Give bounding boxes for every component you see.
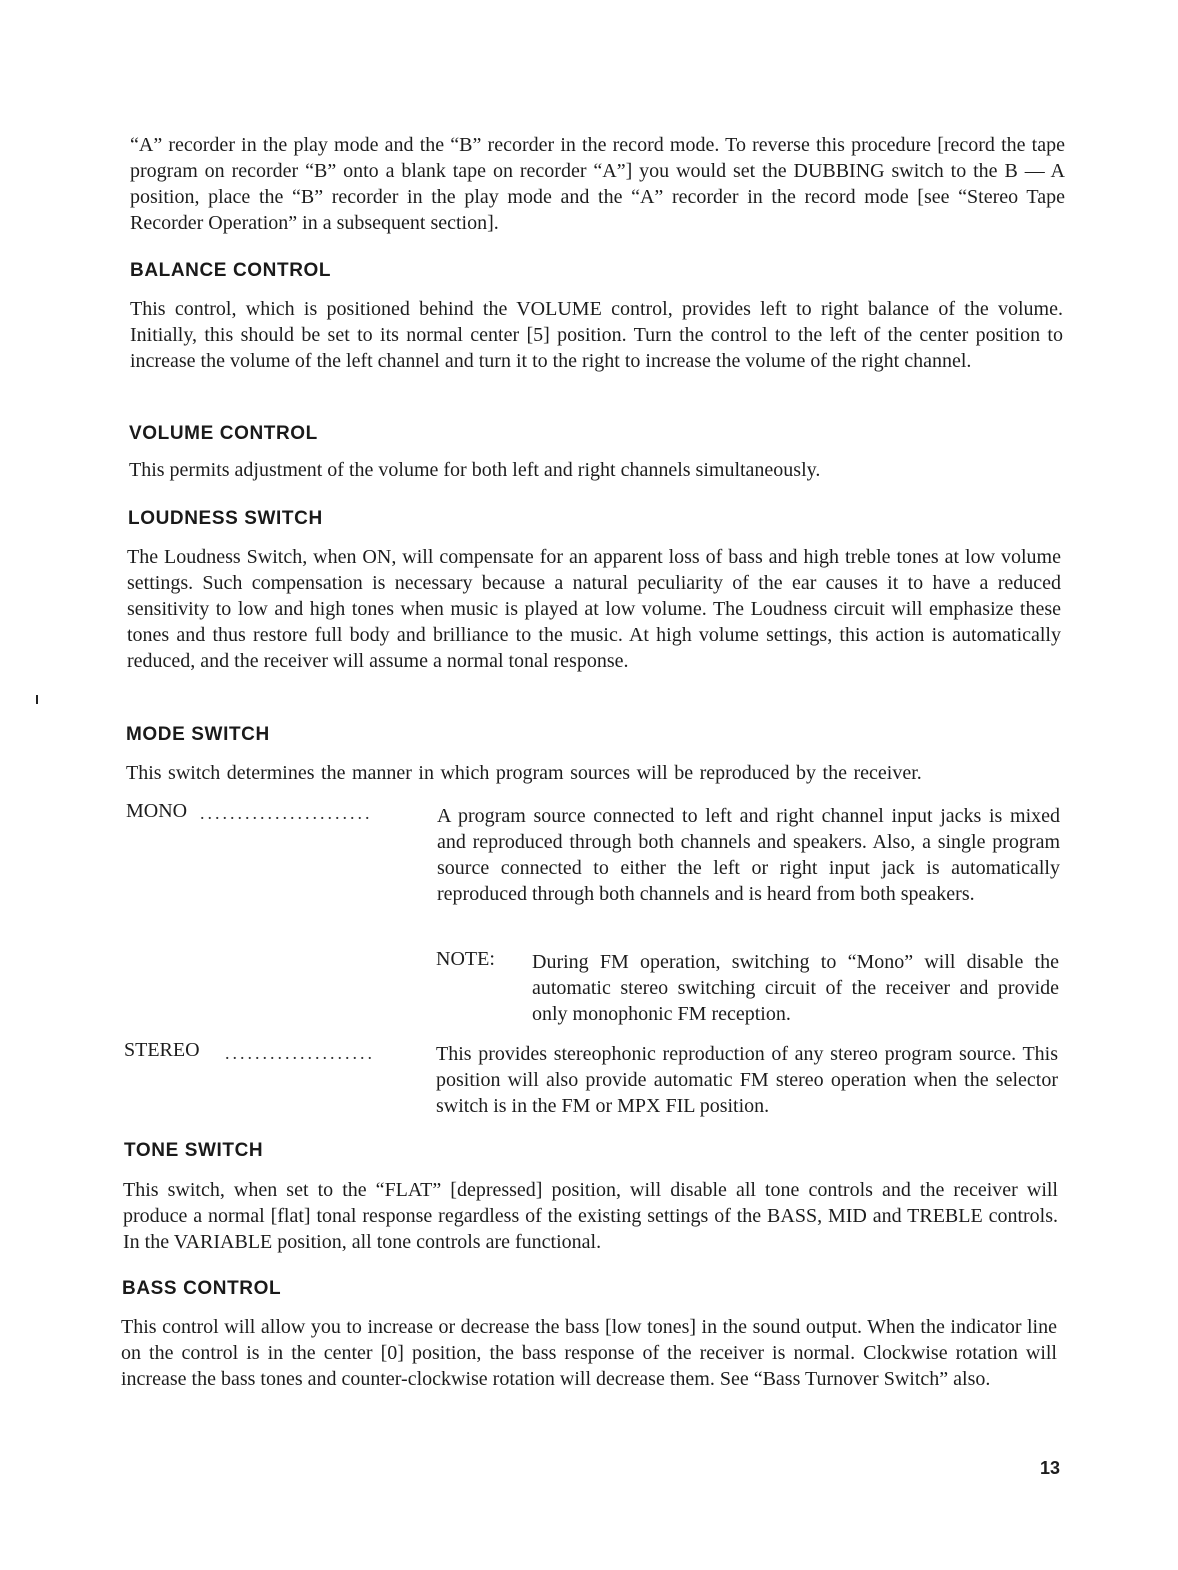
page-number: 13 <box>1040 1458 1061 1478</box>
note-label: NOTE: <box>436 948 495 970</box>
heading-loudness-switch: LOUDNESS SWITCH <box>128 508 323 529</box>
stereo-leader-dots: .................... <box>225 1043 375 1063</box>
loudness-switch-paragraph: The Loudness Switch, when ON, will compensate for an apparent loss of bass and high treble tones at low volume settings. Such compensation is necessary because a natural peculiarity of the ear causes it to have a reduced sensitivity to low and high tones when music is played at low volume. The Loudness circuit will emphasize these tones and thus restore full body and brilliance to the music. At high volume settings, this action is automatically reduced, and the receiver will assume a normal tonal response. <box>127 546 1061 672</box>
heading-balance-control: BALANCE CONTROL <box>130 260 332 281</box>
stereo-term: STEREO <box>124 1039 200 1061</box>
heading-volume-control: VOLUME CONTROL <box>129 423 318 444</box>
heading-tone-switch: TONE SWITCH <box>124 1140 264 1161</box>
balance-control-paragraph: This control, which is positioned behind the VOLUME control, provides left to right balance of the volume. Initially, this should be set to its normal center [5] position. Turn the control to the left of the center position to increase the volume of the left channel and turn it to the right to increase the volume of the right channel. <box>130 298 1063 372</box>
heading-bass-control: BASS CONTROL <box>122 1278 282 1299</box>
tone-switch-paragraph: This switch, when set to the “FLAT” [depressed] position, will disable all tone controls and the receiver will produce a normal [flat] tonal response regardless of the existing settings of the BASS, MID and TREBLE controls. In the VARIABLE position, all tone controls are functional. <box>123 1179 1058 1253</box>
mono-description: A program source connected to left and right channel input jacks is mixed and reproduced through both channels and speakers. Also, a single program source connected to either the left or right input jack is automatically reproduced through both channels and is heard from both speakers. <box>437 805 1060 905</box>
bass-control-paragraph: This control will allow you to increase or decrease the bass [low tones] in the sound output. When the indicator line on the control is in the center [0] position, the bass response of the receiver is normal. Clockwise rotation will increase the bass tones and counter-clockwise rotation will decrease them. See “Bass Turnover Switch” also. <box>121 1316 1057 1390</box>
volume-control-paragraph: This permits adjustment of the volume for both left and right channels simultaneously. <box>129 459 821 481</box>
stereo-description: This provides stereophonic reproduction of any stereo program source. This position will also provide automatic FM stereo operation when the selector switch is in the FM or MPX FIL position. <box>436 1043 1058 1117</box>
scan-speck <box>36 695 38 704</box>
continuation-paragraph: “A” recorder in the play mode and the “B” recorder in the record mode. To reverse this procedure [record the tape program on recorder “B” onto a blank tape on recorder “A”] you would set the DUBBING switch to the B — A position, place the “B” recorder in the play mode and the “A” recorder in the record mode [see “Stereo Tape Recorder Operation” in a subsequent section]. <box>130 134 1065 234</box>
heading-mode-switch: MODE SWITCH <box>126 724 270 745</box>
note-text: During FM operation, switching to “Mono” will disable the automatic stereo switching circuit of the receiver and provide only monophonic FM reception. <box>532 951 1059 1025</box>
mono-leader-dots: ....................... <box>200 803 373 823</box>
mono-term: MONO <box>126 800 188 822</box>
mode-switch-paragraph: This switch determines the manner in which program sources will be reproduced by the receiver. <box>126 762 922 784</box>
